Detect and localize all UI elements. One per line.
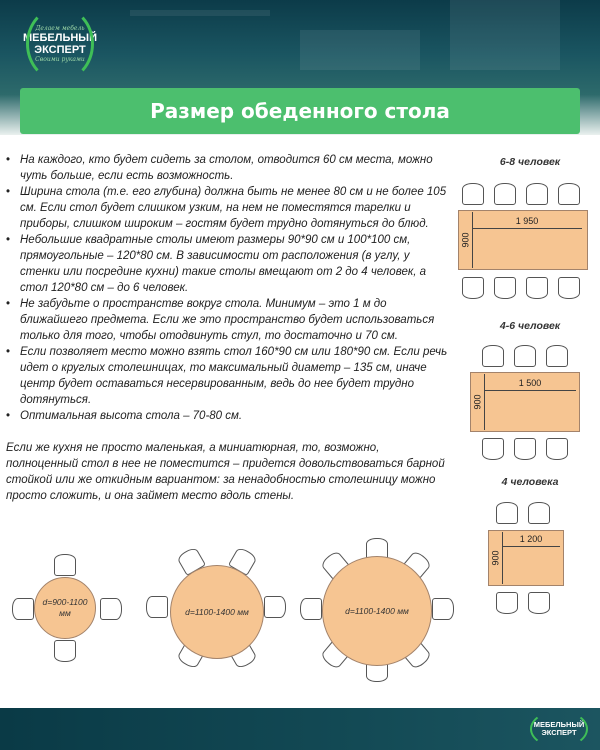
width-value: 900 xyxy=(460,232,471,248)
round-tabletop xyxy=(34,577,96,639)
width-dimension xyxy=(490,532,510,584)
logo-name-line2: ЭКСПЕРТ xyxy=(34,44,86,56)
decor-cabinet xyxy=(450,0,560,70)
article-text xyxy=(6,152,450,504)
width-dimension xyxy=(472,374,492,430)
width-value: 900 xyxy=(490,550,501,566)
logo-tagline-bottom: Своими руками xyxy=(35,56,85,63)
bullet-item: • Небольшие квадратные столы имеют размеры 90*90 см и 100*100 см, прямоугольные – 120*80 см. В зависимости от расположения (в углу, у стенки или посредине кухни) такие столы вмещают от 2 до 4 человек, а стол 120*80 см – до 6 человек. xyxy=(6,232,450,296)
chair-icon xyxy=(496,502,518,524)
logo-name-line1: МЕБЕЛЬНЫЙ xyxy=(23,32,97,44)
round-tabletop xyxy=(170,565,264,659)
length-dimension xyxy=(484,378,576,388)
footer-logo-line2: ЭКСПЕРТ xyxy=(541,728,577,737)
length-value: 1 200 xyxy=(519,534,543,544)
chair-icon xyxy=(482,438,504,460)
diameter-label: d=1100-1400 мм xyxy=(185,606,249,617)
diameter-unit: мм xyxy=(59,608,71,618)
bullet-list xyxy=(6,152,450,424)
round-tabletop xyxy=(322,556,432,666)
width-dimension xyxy=(460,212,480,268)
diagram-label-4: 4 человека xyxy=(501,476,559,488)
chair-icon xyxy=(462,277,484,299)
footer-logo-line1: МЕБЕЛЬНЫЙ xyxy=(533,719,585,729)
bullet-item: • Ширина стола (т.е. его глубина) должна быть не менее 80 см и не более 105 см. Если стол будет слишком узким, на нем не поместятся тарелки и приборы, слишком широким – гостям будет трудно дотянуться до блюд. xyxy=(6,184,450,232)
page-title-banner xyxy=(20,88,580,134)
chair-icon xyxy=(432,598,454,620)
footer-brand-logo[interactable] xyxy=(528,710,590,748)
logo-tagline-top: Делаем мебель xyxy=(35,25,85,32)
chair-icon xyxy=(482,345,504,367)
length-dimension xyxy=(502,534,560,544)
chair-icon xyxy=(462,183,484,205)
length-value: 1 950 xyxy=(515,216,539,226)
length-value: 1 500 xyxy=(518,378,542,388)
diameter-label: d=900-1100 xyxy=(42,597,88,607)
chair-icon xyxy=(496,592,518,614)
chair-icon xyxy=(146,596,168,618)
chair-icon xyxy=(494,277,516,299)
logo-ring-icon xyxy=(530,710,588,748)
chair-icon xyxy=(528,592,550,614)
chair-icon xyxy=(514,345,536,367)
chair-icon xyxy=(264,596,286,618)
decor-cabinet xyxy=(300,30,420,70)
chair-icon xyxy=(546,438,568,460)
bullet-item: • Не забудьте о пространстве вокруг стола. Минимум – это 1 м до ближайшего предмета. Если же это пространство будет использоваться только для того, чтобы отодвинуть стул, то достаточно и 70 см. xyxy=(6,296,450,344)
chair-icon xyxy=(12,598,34,620)
chair-icon xyxy=(526,183,548,205)
chair-icon xyxy=(558,277,580,299)
chair-icon xyxy=(514,438,536,460)
decor-shelf xyxy=(130,10,270,16)
chair-icon xyxy=(300,598,322,620)
diagram-label-4-6: 4-6 человек xyxy=(499,320,561,332)
chair-icon xyxy=(546,345,568,367)
bullet-item: • На каждого, кто будет сидеть за столом, отводится 60 см места, можно чуть больше, если есть возможность. xyxy=(6,152,450,184)
chair-icon xyxy=(526,277,548,299)
chair-icon xyxy=(558,183,580,205)
page-title: Размер обеденного стола xyxy=(150,99,450,123)
brand-logo[interactable] xyxy=(18,4,102,84)
chair-icon xyxy=(54,554,76,576)
logo-ring-icon xyxy=(26,6,94,82)
length-dimension xyxy=(472,216,582,226)
footer-bar xyxy=(0,708,600,750)
chair-icon xyxy=(528,502,550,524)
diagram-label-6-8: 6-8 человек xyxy=(499,156,561,168)
bullet-item: • Если позволяет место можно взять стол 160*90 см или 180*90 см. Если речь идет о круглых столешницах, то максимальный диаметр – 135 см, иначе центр будет оставаться несервированным, ведь до нее будет трудно дотянуться. xyxy=(6,344,450,408)
chair-icon xyxy=(54,640,76,662)
chair-icon xyxy=(494,183,516,205)
diameter-label: d=1100-1400 мм xyxy=(345,605,409,616)
width-value: 900 xyxy=(472,394,483,410)
bullet-item: • Оптимальная высота стола – 70-80 см. xyxy=(6,408,450,424)
body-paragraph: Если же кухня не просто маленькая, а миниатюрная, то, возможно, полноценный стол в нее не поместится – придется довольствоваться барной стойкой или же откидным вариантом: за ненадобностью столешницу можно просто сложить, и она займет место вдоль стены. xyxy=(6,442,445,502)
chair-icon xyxy=(100,598,122,620)
